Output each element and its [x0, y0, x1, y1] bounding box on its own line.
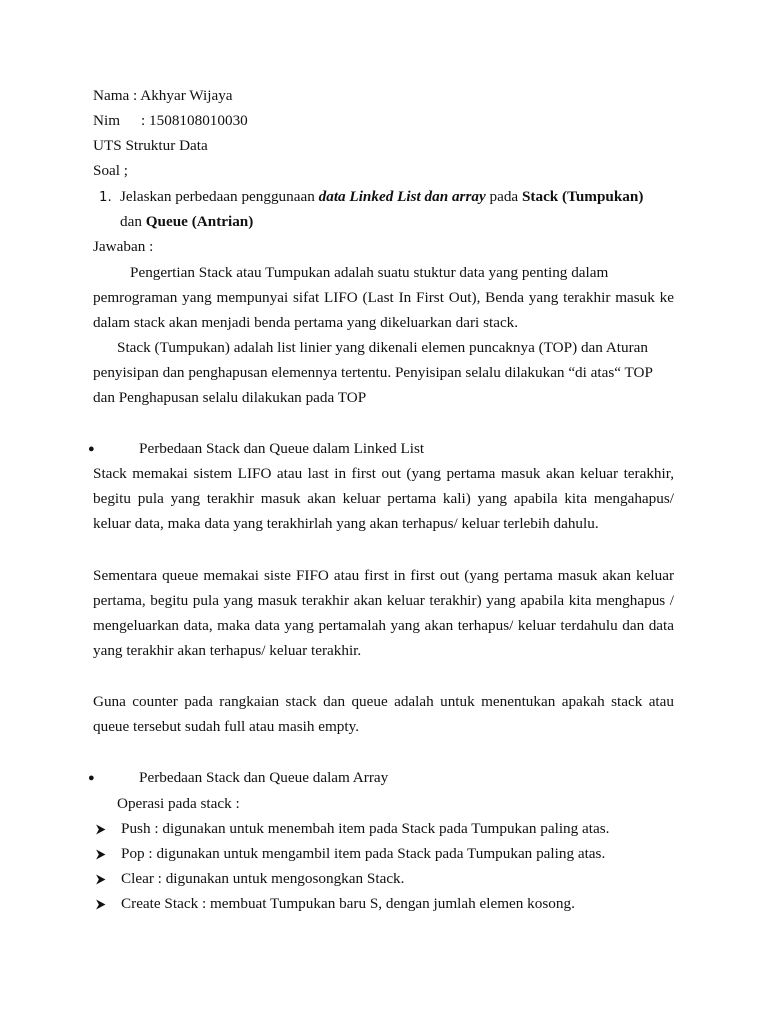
counter-desc-line1: Guna counter pada rangkaian stack dan queue adalah untuk menentukan apakah stack atau [93, 693, 674, 710]
stack-desc-line3: keluar data, maka data yang terakhirlah yang akan terhapus/ keluar terlebih dahulu. [93, 515, 599, 532]
section2-title: Perbedaan Stack dan Queue dalam Array [139, 769, 389, 786]
course-title: UTS Struktur Data [93, 137, 208, 154]
operation-item-pop: Pop : digunakan untuk mengambil item pada Stack pada Tumpukan paling atas. [121, 845, 606, 862]
paragraph1-line3: dalam stack akan menjadi benda pertama yang dikeluarkan dari stack. [93, 314, 519, 331]
nim-value: : 1508108010030 [141, 112, 248, 129]
question-text-d: Stack (Tumpukan) [521, 188, 644, 205]
queue-desc-line2: pertama, begitu pula yang masuk terakhir akan keluar terakhir) yang apabila kita menghapus / [93, 592, 674, 609]
operation-item-create: Create Stack : membuat Tumpukan baru S, dengan jumlah elemen kosong. [121, 895, 575, 912]
question-line-2 [120, 213, 253, 231]
question-line-1 [120, 188, 643, 206]
counter-desc-line2: queue tersebut sudah full atau masih empty. [93, 718, 359, 735]
queue-desc-line4: yang terakhir akan terhapus/ keluar terakhir. [93, 642, 362, 659]
arrow-bullet-icon [95, 874, 106, 885]
arrow-bullet-icon [95, 899, 106, 910]
stack-operations-title: Operasi pada stack : [117, 795, 240, 812]
arrow-bullet-icon [95, 849, 106, 860]
arrow-bullet-icon [95, 824, 106, 835]
bullet-icon: ● [88, 772, 95, 784]
queue-desc-line1: Sementara queue memakai siste FIFO atau first in first out (yang pertama masuk akan keluar [93, 567, 674, 584]
paragraph1-line2: pemrograman yang mempunyai sifat LIFO (Last In First Out), Benda yang terakhir masuk ke [93, 289, 674, 306]
operation-item-push: Push : digunakan untuk menembah item pada Stack pada Tumpukan paling atas. [121, 820, 610, 837]
nim-label: Nim [93, 112, 121, 129]
stack-desc-line2: begitu pula yang terakhir masuk akan keluar pertama kali) yang apabila kita mengahapus/ [93, 490, 674, 507]
question-text-a: Jelaskan perbedaan penggunaan [120, 188, 319, 205]
paragraph2-line3: dan Penghapusan selalu dilakukan pada TOP [93, 389, 367, 406]
paragraph1-line1: Pengertian Stack atau Tumpukan adalah suatu stuktur data yang penting dalam [130, 264, 609, 281]
operation-item-clear: Clear : digunakan untuk mengosongkan Stack. [121, 870, 405, 887]
question-text-b: data Linked List dan array [318, 188, 486, 205]
paragraph2-line2: penyisipan dan penghapusan elemennya tertentu. Penyisipan selalu dilakukan “di atas“ TOP [93, 364, 653, 381]
paragraph2-line1: Stack (Tumpukan) adalah list linier yang dikenali elemen puncaknya (TOP) dan Aturan [117, 339, 649, 356]
stack-desc-line1: Stack memakai sistem LIFO atau last in first out (yang pertama masuk akan keluar terakhir, [93, 465, 674, 482]
section1-title: Perbedaan Stack dan Queue dalam Linked List [139, 440, 425, 457]
student-name: Nama : Akhyar Wijaya [93, 87, 233, 104]
bullet-icon: ● [88, 443, 95, 455]
student-nim [93, 112, 248, 130]
soal-label: Soal ; [93, 162, 129, 179]
question-text-e: dan [120, 213, 146, 230]
answer-label: Jawaban : [93, 238, 154, 255]
question-text-c: pada [485, 188, 522, 205]
question-number: 1. [99, 190, 112, 205]
question-text-f: Queue (Antrian) [145, 213, 254, 230]
queue-desc-line3: mengeluarkan data, maka data yang pertamalah yang akan terhapus/ keluar terdahulu dan data [93, 617, 674, 634]
